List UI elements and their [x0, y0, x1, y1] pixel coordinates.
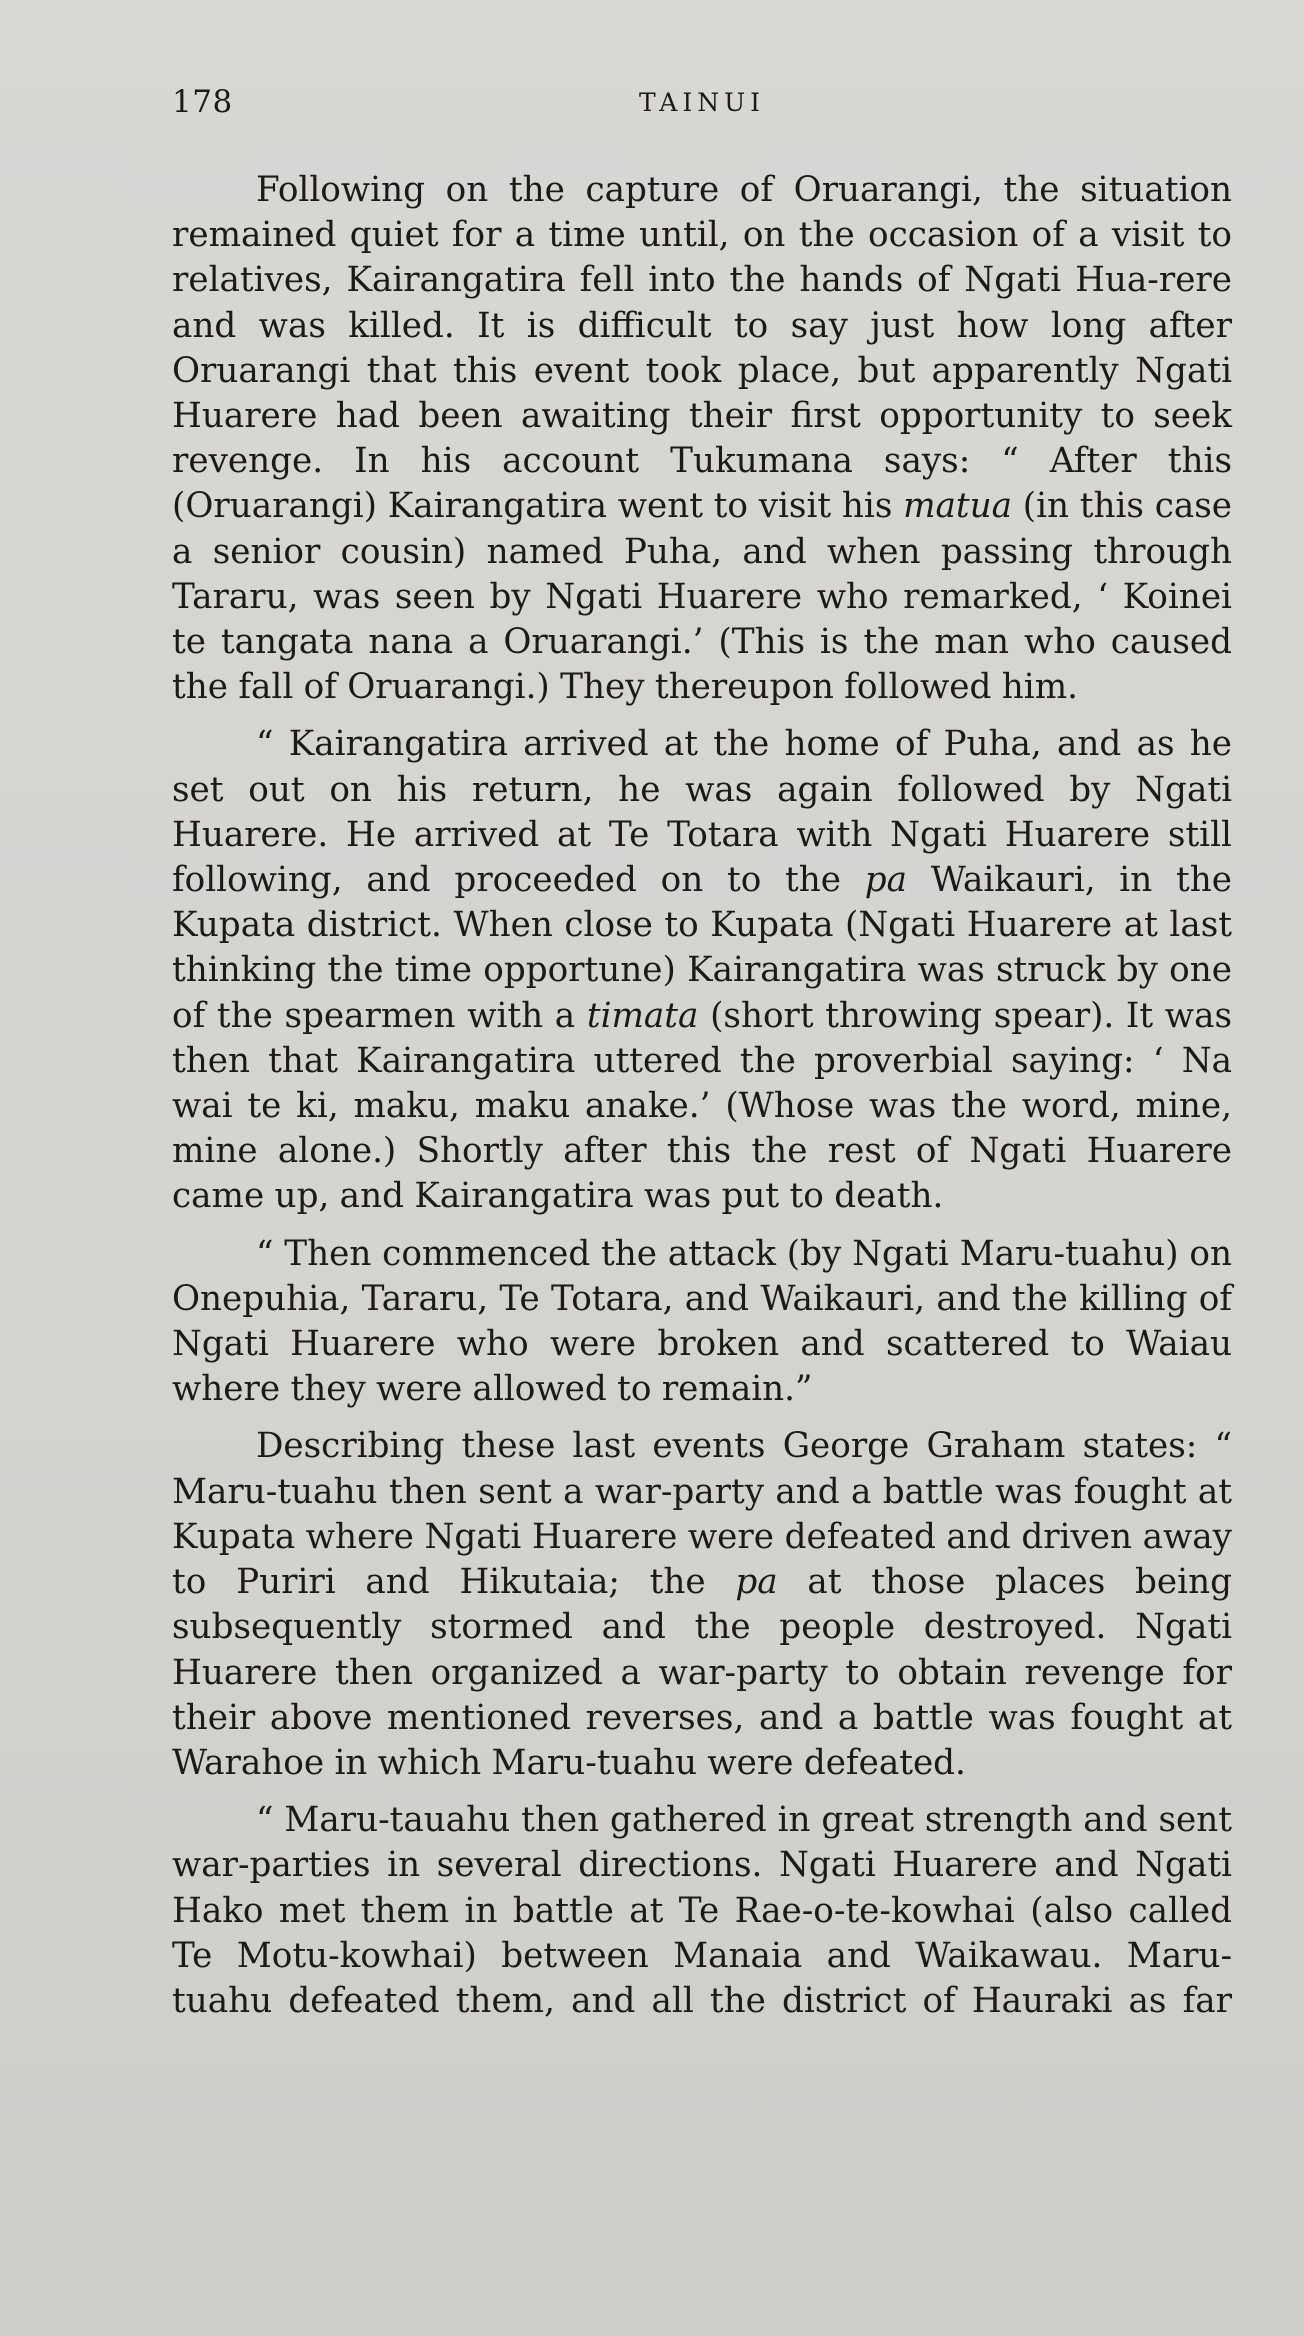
paragraph-2-italic-1: pa	[864, 860, 908, 901]
paragraph-1	[172, 168, 1232, 710]
paragraph-3	[172, 1232, 1232, 1413]
page-number: 178	[172, 84, 233, 120]
paragraph-2	[172, 722, 1232, 1219]
paragraph-2-text-a: “ Kairangatira arrived at the home of Puha, and as he set out on his return, he was again followed by Ngati Huarere. He arrived at Te Totara with Ngati Huarere still following, and proceeded on to the	[172, 724, 1232, 901]
paragraph-5	[172, 1798, 1232, 2024]
paragraph-3-text: “ Then commenced the attack (by Ngati Maru-tuahu) on Onepuhia, Tararu, Te Totara, and Waikauri, and the killing of Ngati Huarere who were broken and scattered to Waiau where they were allowed to remain.”	[172, 1233, 1232, 1410]
paragraph-1-italic: matua	[903, 486, 1013, 527]
paragraph-2-text-b: Waikauri, in the Kupata district. When close to Kupata (Ngati Huarere at last thinking the time opportune) Kairangatira was struck by one of the spearmen with a	[172, 860, 1232, 1036]
paragraph-4-italic: pa	[735, 1562, 778, 1603]
running-title: TAINUI	[638, 88, 766, 117]
paragraph-4-text-a: Describing these last events George Graham states: “ Maru-tuahu then sent a war-party and a battle was fought at Kupata where Ngati Huarere were defeated and driven away to Puriri and Hikutaia; the	[172, 1426, 1232, 1603]
page-header	[172, 84, 1232, 134]
paragraph-1-text-a: Following on the capture of Oruarangi, the situation remained quiet for a time until, on the occasion of a visit to relatives, Kairangatira fell into the hands of Ngati Hua-rere and was killed. It is difficult to say just how long after Oruarangi that this event took place, but apparently Ngati Huarere had been awaiting their first opportunity to seek revenge. In his account Tukumana says: “ After this (Oruarangi) Kairangatira went to visit his	[172, 170, 1232, 527]
body-text	[172, 168, 1232, 2024]
paragraph-5-text: “ Maru-tauahu then gathered in great strength and sent war-parties in several directions. Ngati Huarere and Ngati Hako met them in battle at Te Rae-o-te-kowhai (also called Te Motu-kowhai) between Manaia and Waikawau. Maru-tuahu defeated them, and all the district of Hauraki as far	[172, 1800, 1232, 2021]
paragraph-4-text-b: at those places being subsequently stormed and the people destroyed. Ngati Huarere then organized a war-party to obtain revenge for their above mentioned reverses, and a battle was fought at Warahoe in which Maru-tuahu were defeated.	[172, 1562, 1232, 1783]
paragraph-2-text-c: (short throwing spear). It was then that Kairangatira uttered the proverbial saying: ‘ Na wai te ki, maku, maku anake.’ (Whose was the word, mine, mine alone.) Shortly after this the rest of Ngati Huarere came up, and Kairangatira was put to death.	[172, 995, 1232, 1217]
paragraph-4	[172, 1424, 1232, 1786]
paragraph-2-italic-2: timata	[586, 995, 699, 1036]
paragraph-1-text-b: (in this case a senior cousin) named Puha, and when passing through Tararu, was seen by Ngati Huarere who remarked, ‘ Koinei te tangata nana a Oruarangi.’ (This is the man who caused the fall of Oruarangi.) They thereupon followed him.	[172, 486, 1232, 708]
